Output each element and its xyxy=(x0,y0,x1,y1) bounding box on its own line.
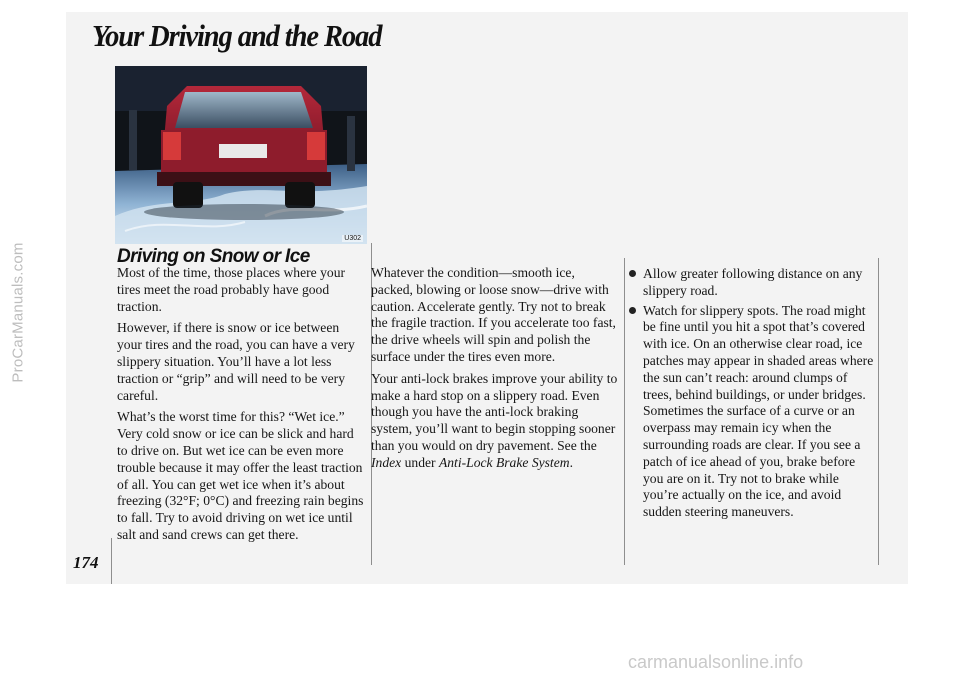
side-watermark xyxy=(6,52,30,572)
column-rule xyxy=(878,258,879,565)
chapter-title: Your Driving and the Road xyxy=(92,18,382,53)
paragraph: Most of the time, those places where your tires meet the road probably have good traction. xyxy=(117,265,346,314)
section-title: Driving on Snow or Ice xyxy=(117,246,310,267)
paragraph: What’s the worst time for this? “Wet ice.” Very cold snow or ice can be slick and hard to drive on. But wet ice can be even more trouble because it may offer the least traction of all. You can get wet ice when it’s about freezing (32°F; 0°C) and freezing rain begins to fall. Try to avoid driving on wet ice until salt and sand crews can get there. xyxy=(117,409,364,542)
page-number-rule xyxy=(111,538,112,584)
paragraph: However, if there is snow or ice between your tires and the road, you can have a very slippery situation. You’ll have a lot less traction or “grip” and will need to be very careful. xyxy=(117,320,355,403)
column-rule xyxy=(624,258,625,565)
bottom-watermark: carmanualsonline.info xyxy=(628,652,804,672)
column-three xyxy=(629,266,875,524)
index-reference: Index xyxy=(371,454,402,470)
paragraph-text: Your anti-lock brakes improve your ability to make a hard stop on a slippery road. Even though you have the anti-lock braking system, you’ll want to begin stopping sooner than you would on dry pavement. See the xyxy=(371,370,618,453)
list-item xyxy=(629,266,875,300)
list-item-text: Watch for slippery spots. The road might be fine until you hit a spot that’s covered with ice. On an otherwise clear road, ice patches may appear in shaded areas where the sun can’t reach: around clumps of trees, behind buildings, or under bridges. Sometimes the surface of a curve or an overpass may remain icy when the surrounding roads are clear. If you see a patch of ice ahead of you, brake before you are on it. Try not to brake while you’re actually on the ice, and avoid sudden steering maneuvers. xyxy=(643,302,874,520)
van-illustration xyxy=(115,66,367,244)
paragraph-anti-lock xyxy=(371,371,619,472)
photo-code: U302 xyxy=(344,235,361,242)
list-item xyxy=(629,303,875,521)
page-number: 174 xyxy=(73,553,99,572)
bullet-icon xyxy=(629,270,636,277)
paragraph: Whatever the condition—smooth ice, packed, blowing or loose snow—drive with caution. Accelerate gently. Try not to break the fragile traction. If you accelerate too fast, the drive wheels will spin and polish the surface under the tires even more. xyxy=(371,265,616,364)
bullet-icon xyxy=(629,307,636,314)
van-on-ice-photo xyxy=(115,66,367,244)
anti-lock-reference: Anti-Lock Brake System xyxy=(438,454,570,470)
list-item-text: Allow greater following distance on any slippery road. xyxy=(643,266,863,298)
paragraph-text: under xyxy=(401,454,439,470)
column-one xyxy=(117,265,365,549)
tips-list xyxy=(629,266,875,521)
side-watermark-text: ProCarManuals.com xyxy=(9,241,27,383)
paragraph-text: . xyxy=(569,454,573,470)
column-two xyxy=(371,265,619,477)
